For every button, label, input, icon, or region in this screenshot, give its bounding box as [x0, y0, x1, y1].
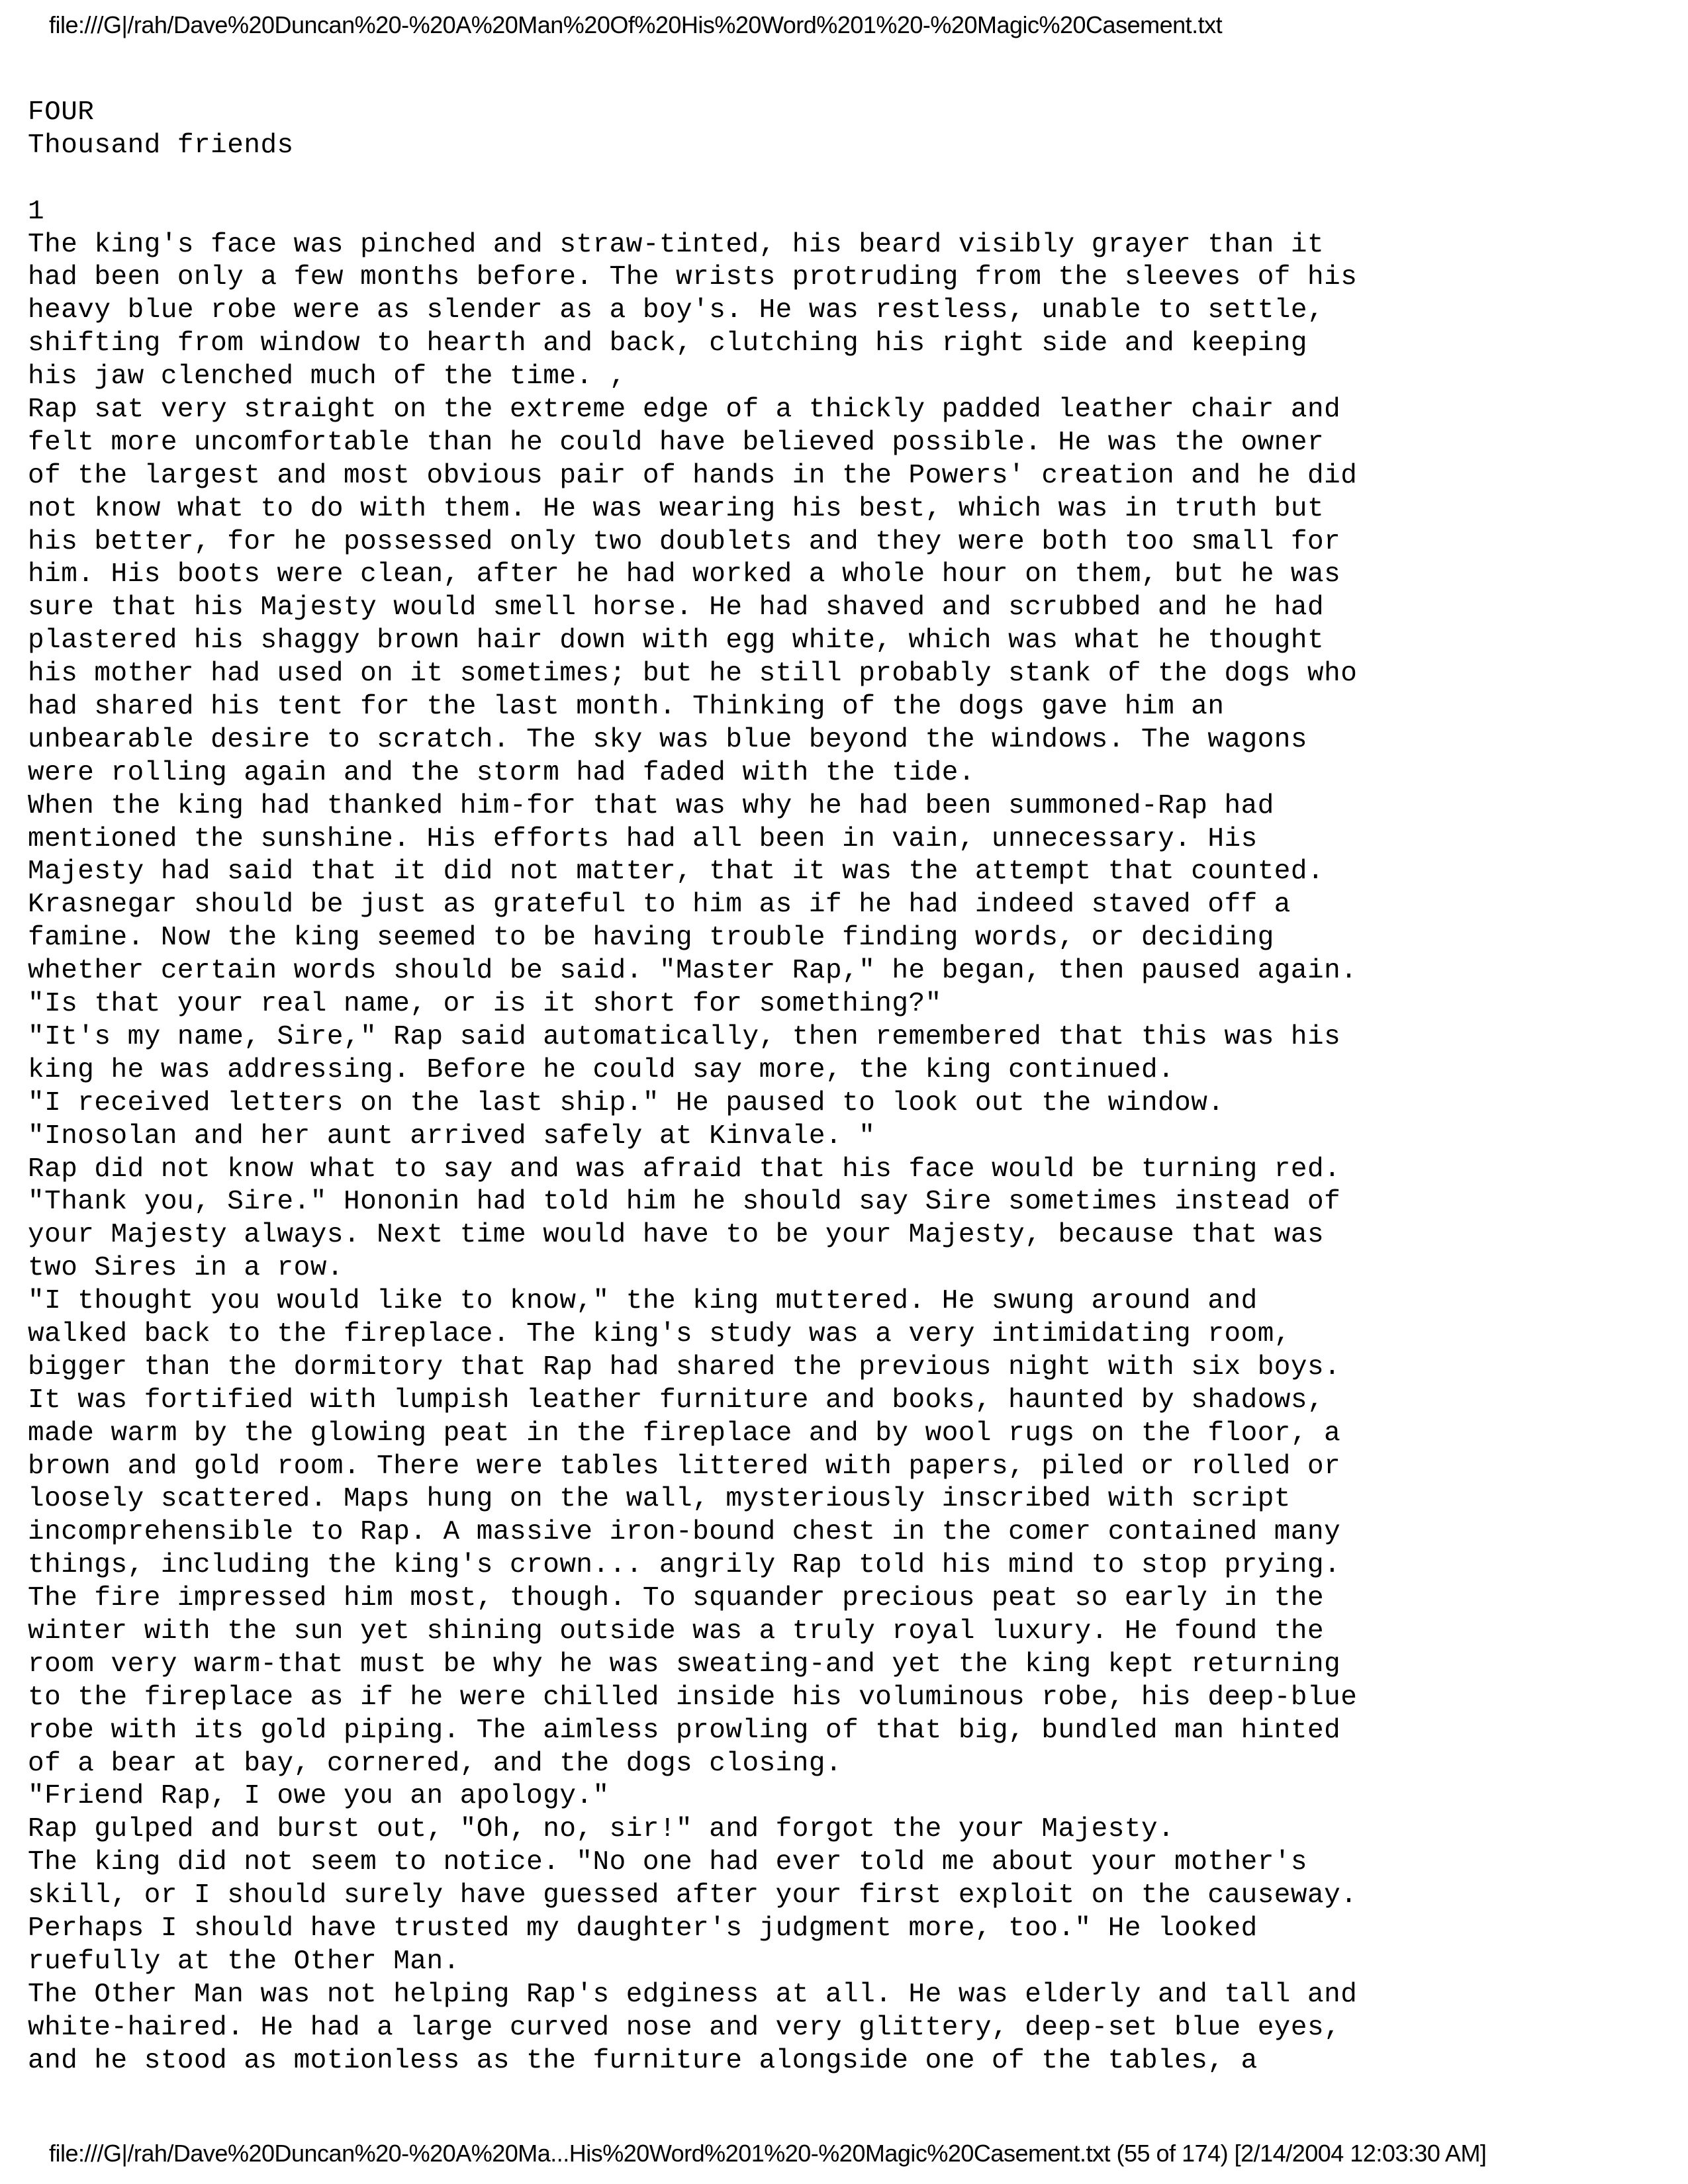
document-text [28, 97, 1669, 2077]
footer-file-path: file:///G|/rah/Dave%20Duncan%20-%20A%20Ma...His%20Word%201%20-%20Magic%20Casement.txt (55 of 174) [2/14/2004 12:03:30 AM] [49, 2140, 1487, 2167]
text-line: "I received letters on the last ship." He paused to look out the window. [28, 1087, 1225, 1118]
text-line: bigger than the dormitory that Rap had shared the previous night with six boys. [28, 1351, 1341, 1383]
text-line: whether certain words should be said. "Master Rap," he began, then paused again. [28, 956, 1358, 987]
text-line: him. His boots were clean, after he had worked a whole hour on them, but he was [28, 559, 1341, 590]
text-line: "Friend Rap, I owe you an apology." [28, 1781, 610, 1812]
text-line: his better, for he possessed only two doublets and they were both too small for [28, 526, 1341, 557]
text-line: When the king had thanked him-for that was why he had been summoned-Rap had [28, 790, 1274, 821]
text-line: 1 [28, 196, 45, 227]
text-line: famine. Now the king seemed to be having trouble finding words, or deciding [28, 923, 1274, 954]
header-file-path: file:///G|/rah/Dave%20Duncan%20-%20A%20Man%20Of%20His%20Word%201%20-%20Magic%20Casement.txt [49, 11, 1223, 38]
text-line: "Inosolan and her aunt arrived safely at Kinvale. " [28, 1120, 876, 1152]
text-line: walked back to the fireplace. The king's study was a very intimidating room, [28, 1318, 1291, 1349]
text-line: Rap did not know what to say and was afraid that his face would be turning red. [28, 1154, 1341, 1185]
text-line: Rap gulped and burst out, "Oh, no, sir!" and forgot the your Majesty. [28, 1814, 1175, 1845]
text-line: unbearable desire to scratch. The sky was blue beyond the windows. The wagons [28, 724, 1308, 755]
text-line: two Sires in a row. [28, 1253, 344, 1284]
text-line: loosely scattered. Maps hung on the wall, mysteriously inscribed with script [28, 1484, 1291, 1515]
text-line: plastered his shaggy brown hair down with egg white, which was what he thought [28, 625, 1325, 657]
text-line: heavy blue robe were as slender as a boy's. He was restless, unable to settle, [28, 295, 1325, 326]
text-line: had shared his tent for the last month. Thinking of the dogs gave him an [28, 692, 1225, 723]
text-line: his mother had used on it sometimes; but he still probably stank of the dogs who [28, 659, 1358, 690]
text-line: white-haired. He had a large curved nose and very glittery, deep-set blue eyes, [28, 2012, 1341, 2043]
text-line: The king's face was pinched and straw-tinted, his beard visibly grayer than it [28, 229, 1325, 260]
text-line: "I thought you would like to know," the king muttered. He swung around and [28, 1286, 1258, 1317]
text-line: and he stood as motionless as the furniture alongside one of the tables, a [28, 2045, 1258, 2076]
text-line: Rap sat very straight on the extreme edge of a thickly padded leather chair and [28, 394, 1341, 426]
text-line: your Majesty always. Next time would have to be your Majesty, because that was [28, 1220, 1325, 1251]
text-line: Majesty had said that it did not matter, that it was the attempt that counted. [28, 856, 1325, 887]
text-line: winter with the sun yet shining outside was a truly royal luxury. He found the [28, 1615, 1325, 1647]
text-line: made warm by the glowing peat in the fireplace and by wool rugs on the floor, a [28, 1418, 1341, 1449]
text-line: brown and gold room. There were tables littered with papers, piled or rolled or [28, 1451, 1341, 1482]
text-line: Krasnegar should be just as grateful to him as if he had indeed staved off a [28, 889, 1291, 921]
text-line: felt more uncomfortable than he could have believed possible. He was the owner [28, 427, 1325, 458]
text-line: things, including the king's crown... angrily Rap told his mind to stop prying. [28, 1550, 1341, 1581]
text-line: of a bear at bay, cornered, and the dogs closing. [28, 1748, 843, 1779]
text-line: skill, or I should surely have guessed after your first exploit on the causeway. [28, 1880, 1358, 1911]
text-line: king he was addressing. Before he could say more, the king continued. [28, 1054, 1175, 1085]
text-line: "It's my name, Sire," Rap said automatically, then remembered that this was his [28, 1021, 1341, 1052]
text-line [28, 163, 1669, 196]
text-line: The Other Man was not helping Rap's edginess at all. He was elderly and tall and [28, 1979, 1358, 2010]
text-line: had been only a few months before. The wrists protruding from the sleeves of his [28, 262, 1358, 293]
text-line: mentioned the sunshine. His efforts had all been in vain, unnecessary. His [28, 823, 1258, 854]
text-line: robe with its gold piping. The aimless prowling of that big, bundled man hinted [28, 1715, 1341, 1746]
text-line: of the largest and most obvious pair of hands in the Powers' creation and he did [28, 460, 1358, 491]
text-line: room very warm-that must be why he was sweating-and yet the king kept returning [28, 1649, 1341, 1680]
text-line: sure that his Majesty would smell horse. He had shaved and scrubbed and he had [28, 592, 1325, 623]
text-line: not know what to do with them. He was wearing his best, which was in truth but [28, 493, 1325, 524]
text-line: to the fireplace as if he were chilled inside his voluminous robe, his deep-blue [28, 1682, 1358, 1713]
text-line: incomprehensible to Rap. A massive iron-bound chest in the comer contained many [28, 1517, 1341, 1548]
text-line: The fire impressed him most, though. To squander precious peat so early in the [28, 1583, 1325, 1614]
text-line: ruefully at the Other Man. [28, 1946, 460, 1977]
text-line: It was fortified with lumpish leather furniture and books, haunted by shadows, [28, 1385, 1325, 1416]
text-line: "Is that your real name, or is it short for something?" [28, 989, 942, 1020]
text-line: The king did not seem to notice. "No one had ever told me about your mother's [28, 1847, 1308, 1878]
text-line: shifting from window to hearth and back, clutching his right side and keeping [28, 328, 1308, 359]
text-line: his jaw clenched much of the time. , [28, 361, 626, 392]
text-line: FOUR [28, 97, 95, 128]
text-line: Thousand friends [28, 130, 294, 161]
text-line: "Thank you, Sire." Hononin had told him he should say Sire sometimes instead of [28, 1187, 1341, 1218]
text-line: were rolling again and the storm had faded with the tide. [28, 757, 975, 788]
text-line: Perhaps I should have trusted my daughter's judgment more, too." He looked [28, 1913, 1258, 1944]
